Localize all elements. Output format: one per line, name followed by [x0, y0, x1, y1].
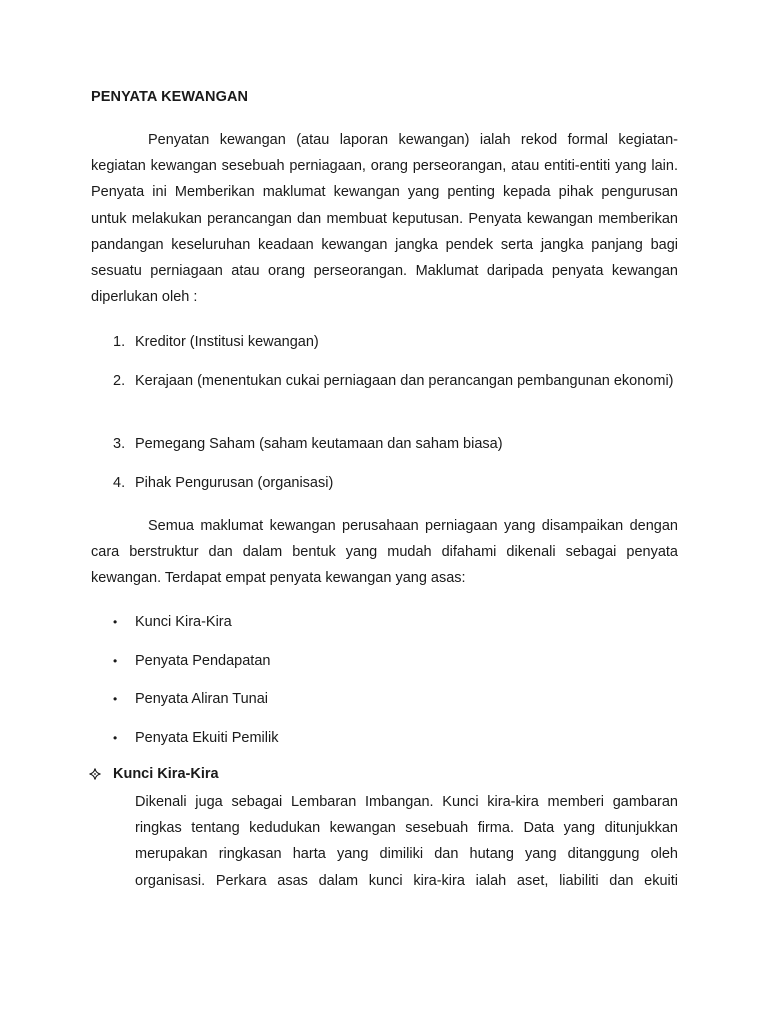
list-number: 3. [113, 436, 126, 452]
list-item-text: Pemegang Saham (saham keutamaan dan saham biasa) [135, 436, 503, 452]
bullet-list-item [113, 612, 513, 632]
bullet-item-text: Penyata Ekuiti Pemilik [135, 730, 279, 746]
list-item-text: Kreditor (Institusi kewangan) [135, 334, 319, 350]
list-number: 4. [113, 475, 126, 491]
bullet-icon: • [113, 654, 118, 668]
numbered-list-item [113, 471, 678, 496]
list-item-text: Kerajaan (menentukan cukai perniagaan dan perancangan pembangunan ekonomi) [135, 373, 674, 389]
list-number: 2. [113, 373, 126, 389]
bullet-item-text: Penyata Aliran Tunai [135, 691, 269, 707]
section-paragraph: Dikenali juga sebagai Lembaran Imbangan. Kunci kira-kira memberi gambaran ringkas tentang kedudukan kewangan sesebuah firma. Data yang ditunjukkan merupakan ringkasan harta yang dimiliki dan hutang yang ditanggung oleh organisasi. Perkara asas dalam kunci kira-kira ialah aset, liabiliti dan ekuiti [135, 794, 678, 889]
numbered-list-item [113, 432, 678, 457]
bullet-item-text: Kunci Kira-Kira [135, 614, 232, 630]
second-paragraph: Semua maklumat kewangan perusahaan perniagaan yang disampaikan dengan cara berstruktur dan dalam bentuk yang mudah difahami dikenali sebagai penyata kewangan. Terdapat empat penyata kewangan yang asas: [91, 518, 678, 587]
section-heading [89, 766, 219, 782]
bullet-list-item [113, 651, 513, 671]
bullet-icon: • [113, 615, 118, 629]
list-number: 1. [113, 334, 126, 350]
list-item-text: Pihak Pengurusan (organisasi) [135, 475, 334, 491]
page-title: PENYATA KEWANGAN [91, 89, 249, 105]
numbered-list-item [113, 369, 678, 394]
numbered-list-item [113, 330, 678, 355]
diamond-bullet-icon [89, 768, 101, 780]
bullet-list-item [113, 689, 513, 709]
section-heading-text: Kunci Kira-Kira [113, 766, 219, 782]
bullet-item-text: Penyata Pendapatan [135, 653, 271, 669]
intro-paragraph: Penyatan kewangan (atau laporan kewangan) ialah rekod formal kegiatan-kegiatan kewangan sesebuah perniagaan, orang perseorangan, atau entiti-entiti yang lain. Penyata ini Memberikan maklumat kewangan yang penting kepada pihak pengurusan untuk melakukan perancangan dan membuat keputusan. Penyata kewangan memberikan pandangan keseluruhan keadaan kewangan jangka pendek serta jangka panjang bagi sesuatu perniagaan atau orang perseorangan. Maklumat daripada penyata kewangan diperlukan oleh : [91, 132, 678, 306]
bullet-list-item [113, 728, 513, 748]
bullet-icon: • [113, 731, 118, 745]
bullet-icon: • [113, 692, 118, 706]
